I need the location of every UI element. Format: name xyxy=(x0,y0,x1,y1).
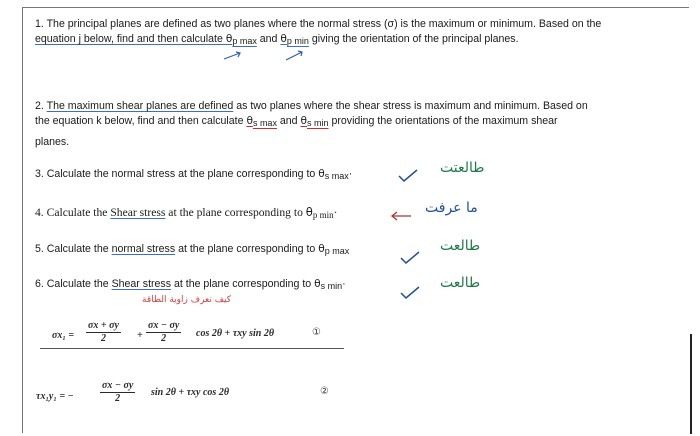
question-1-line-1: 1. The principal planes are defined as two planes where the normal stress (σ) is the maximum or minimum. Based on the xyxy=(35,18,602,30)
q6-sub: s min xyxy=(320,281,343,291)
eq2-denominator: 2 xyxy=(115,393,121,404)
question-1-line-2 xyxy=(35,32,519,48)
q2-line1-underlined: The maximum shear planes are defined xyxy=(46,100,234,112)
eq1-number: ① xyxy=(312,327,321,338)
eq2-numerator: σx − σy xyxy=(102,380,134,391)
theta-symbol: θ xyxy=(300,115,307,127)
q6-underlined: Shear stress xyxy=(111,278,172,290)
q4-pre: 4. Calculate the xyxy=(35,206,111,219)
q4-sub: p min xyxy=(312,210,334,220)
eq1-fraction-1 xyxy=(86,320,121,344)
question-4 xyxy=(35,205,338,222)
theta-symbol: θ xyxy=(318,168,325,180)
question-2-line-3: planes. xyxy=(35,136,70,148)
eq1-fraction-2 xyxy=(146,320,181,344)
left-arrow-icon xyxy=(389,210,413,222)
question-2-line-1 xyxy=(35,99,588,113)
theta-symbol: θ xyxy=(280,33,287,45)
handwritten-note-3: طالعتت xyxy=(440,160,485,176)
eq1-f1-numerator: σx + σy xyxy=(88,320,119,331)
handwritten-note-6: طالعت xyxy=(440,275,481,291)
question-6 xyxy=(35,277,346,293)
theta-symbol: θ xyxy=(225,33,233,45)
eq1-plus: + xyxy=(137,330,143,341)
q3-pre: 3. Calculate the normal stress at the plane corresponding to xyxy=(35,168,319,180)
q2-line1-post: as two planes where the shear stress is maximum and minimum. Based on xyxy=(233,100,588,112)
eq1-f2-denominator: 2 xyxy=(161,333,167,344)
checkmark-icon xyxy=(397,167,419,183)
q1-sub-max: p max xyxy=(232,36,257,46)
q1-mid: and xyxy=(256,33,281,45)
eq1-f2-numerator: σx − σy xyxy=(148,320,180,331)
q4-underlined: Shear stress xyxy=(110,206,166,219)
eq1-f1-denominator: 2 xyxy=(100,333,106,344)
q5-underlined: normal stress xyxy=(111,243,176,255)
eq2-tail: sin 2θ + τxy cos 2θ xyxy=(151,387,230,398)
q5-mid: at the plane corresponding to xyxy=(175,243,319,255)
q6-mid: at the plane corresponding to xyxy=(171,278,315,290)
q5-sub: p max xyxy=(324,246,350,256)
theta-symbol: θ xyxy=(318,243,325,255)
handwritten-red-note: كيف نعرف زاوية الطاقة xyxy=(142,295,232,305)
checkmark-icon xyxy=(399,249,421,265)
q2-mid: and xyxy=(276,115,301,127)
q2-sub-min: s min xyxy=(307,118,329,128)
eq1-tail: cos 2θ + τxy sin 2θ xyxy=(196,328,275,339)
theta-symbol: θ xyxy=(314,278,321,290)
theta-symbol: θ xyxy=(305,205,313,219)
q2-sub-max: s max xyxy=(252,118,277,128)
handwritten-note-4: ما عرفت xyxy=(425,200,478,216)
question-2-line-2 xyxy=(35,114,558,130)
q3-post: · xyxy=(348,168,353,180)
q6-pre: 6. Calculate the xyxy=(35,278,112,290)
eq2-fraction xyxy=(100,380,135,404)
q2-line1-pre: 2. xyxy=(35,100,47,112)
q1-line2-post: giving the orientation of the principal planes. xyxy=(308,33,519,45)
eq1-lhs: σx₁ = xyxy=(52,330,75,341)
q1-sub-min: p min xyxy=(286,36,309,46)
q2-line2-post: providing the orientations of the maximum shear xyxy=(328,115,558,127)
eq2-lhs: τx₁y₁ = − xyxy=(36,391,74,402)
q3-sub: s max xyxy=(324,171,349,181)
equation-divider xyxy=(40,348,344,349)
q6-post: · xyxy=(342,278,346,290)
checkmark-icon xyxy=(399,284,421,300)
question-5 xyxy=(35,242,349,258)
eq2-number: ② xyxy=(320,386,329,397)
theta-symbol: θ xyxy=(246,115,253,127)
q4-mid: at the plane corresponding to xyxy=(165,206,306,219)
q4-post: · xyxy=(333,206,338,219)
right-edge-bar xyxy=(690,334,692,434)
q2-line2-pre: the equation k below, find and then calculate xyxy=(35,115,247,127)
question-3 xyxy=(35,167,352,183)
q5-pre: 5. Calculate the xyxy=(35,243,112,255)
handwritten-note-5: طالعت xyxy=(440,238,481,254)
q1-line2-pre: equation j below, find and then calculate xyxy=(35,33,226,45)
handwritten-arrows xyxy=(220,47,330,63)
